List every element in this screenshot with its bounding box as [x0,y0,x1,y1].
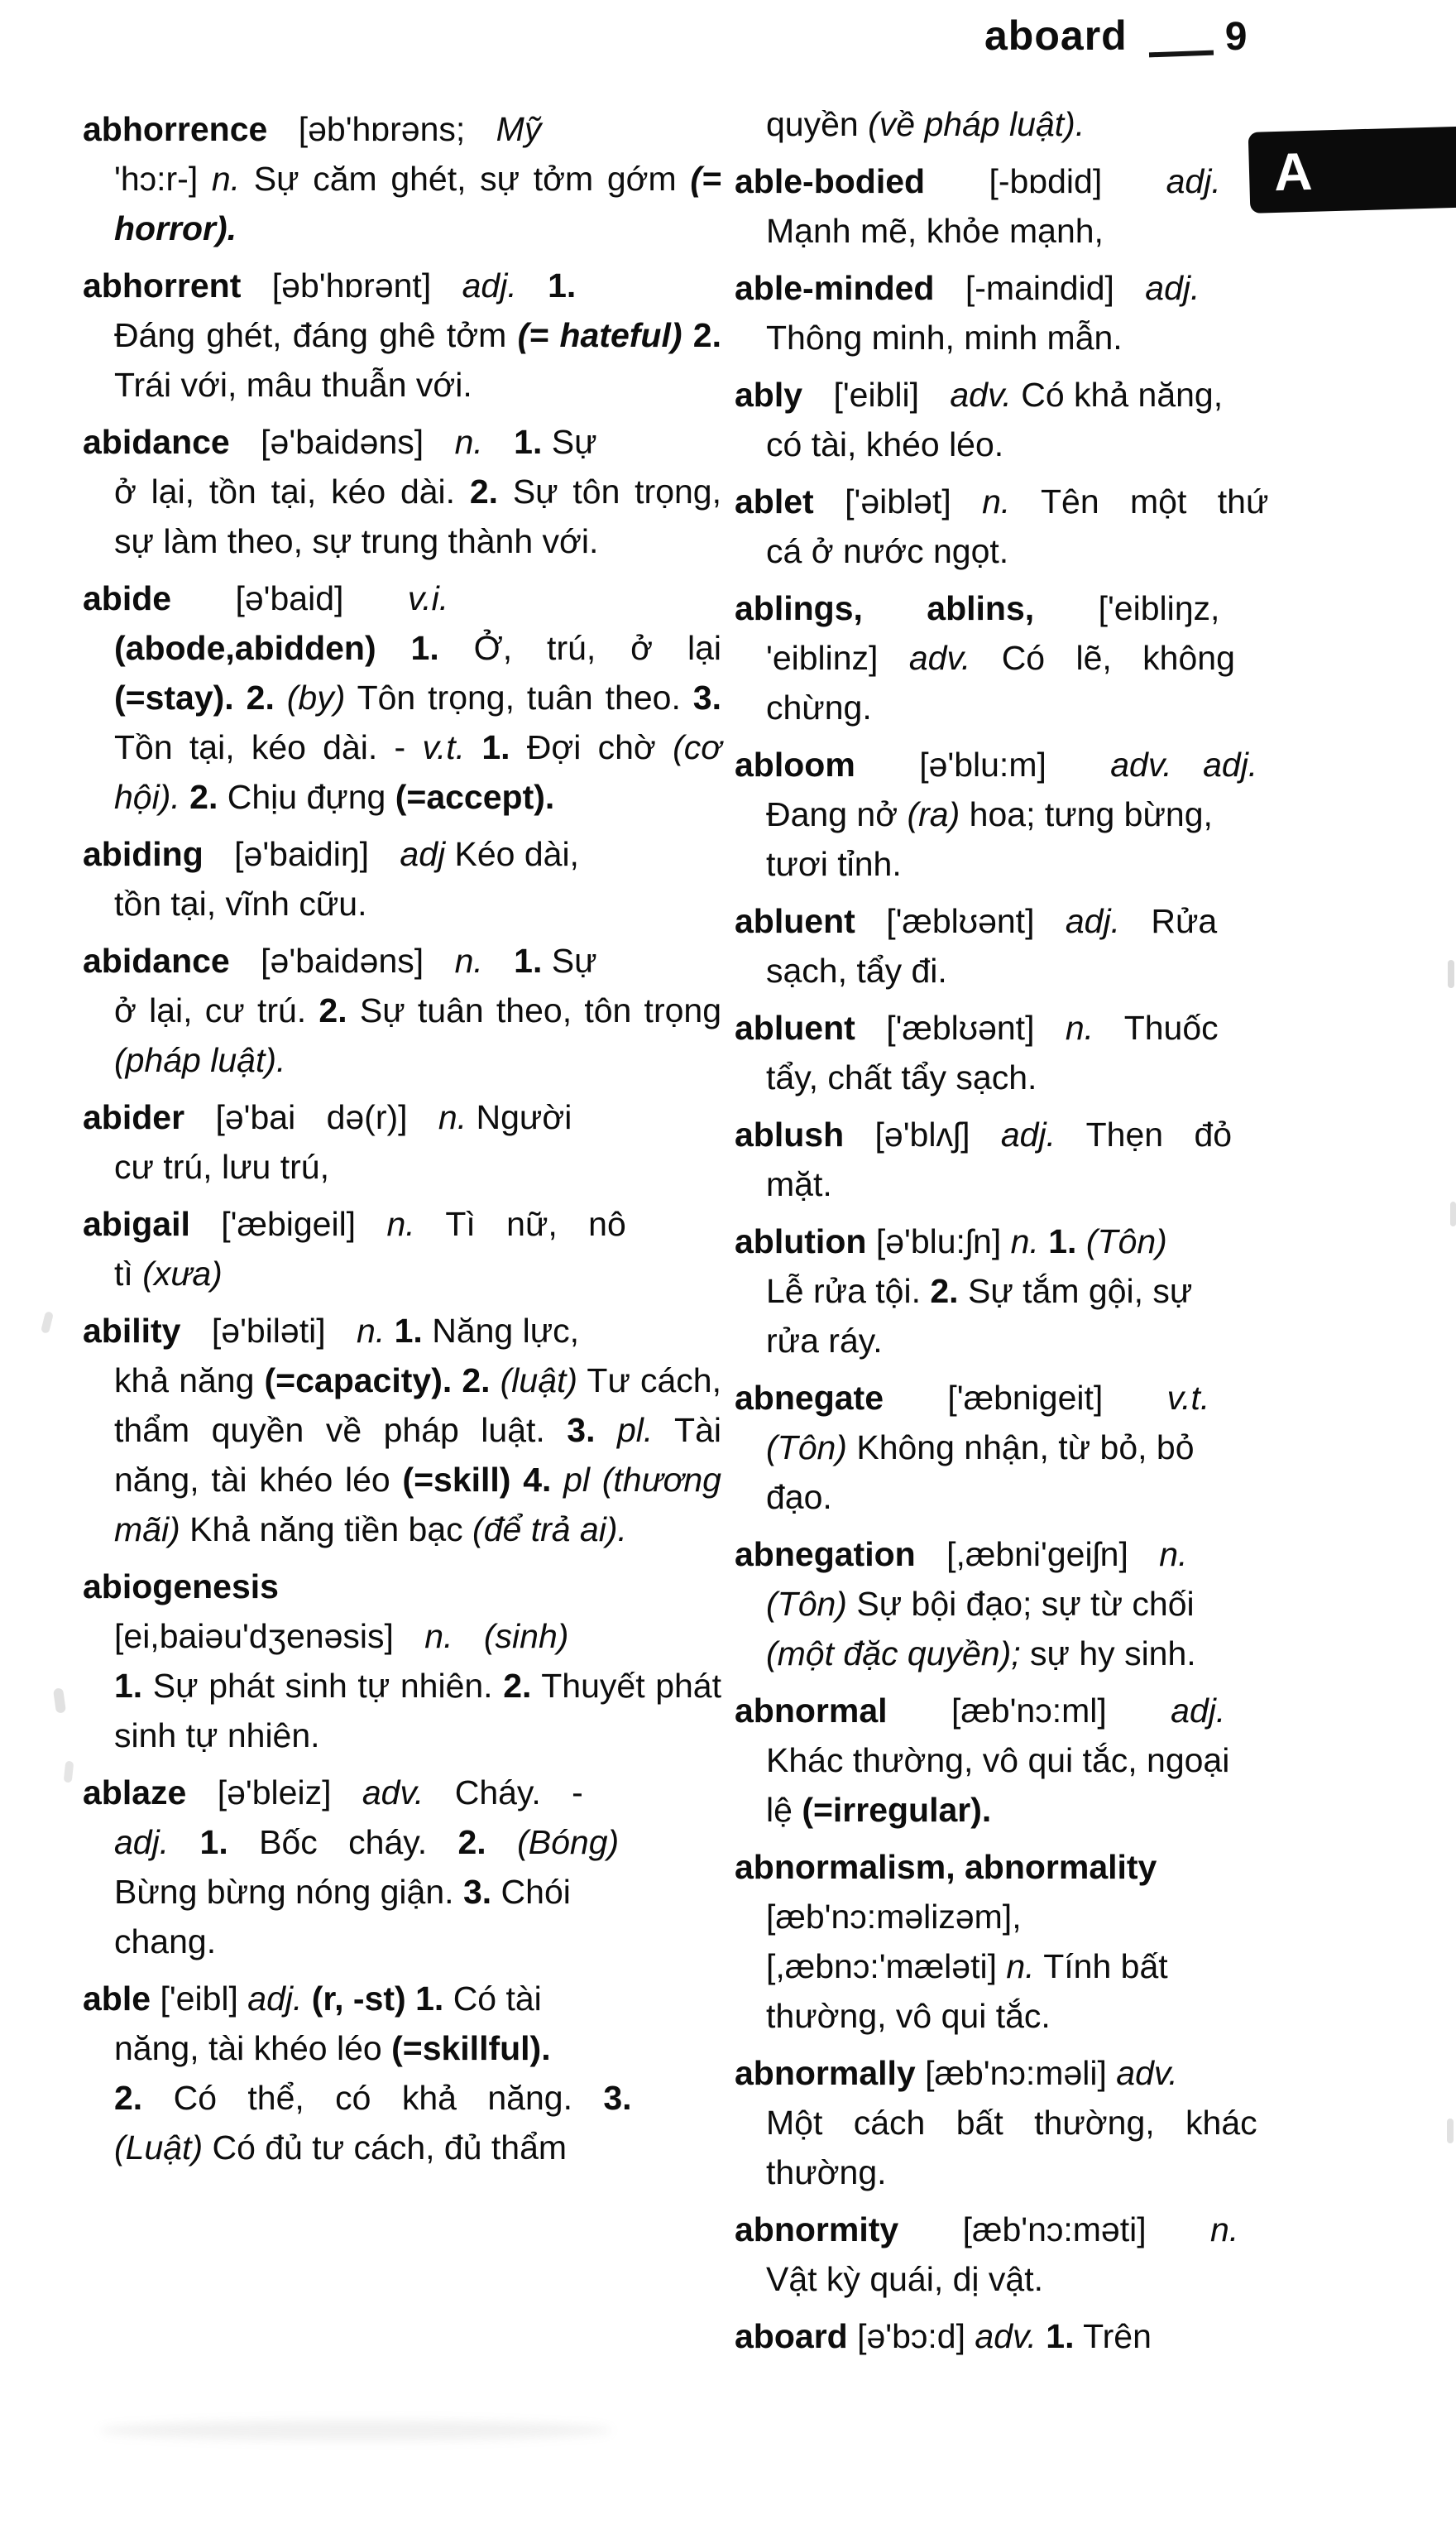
dictionary-entry-abnormalism-abnormality [735,1842,1355,2041]
running-head [984,12,1248,60]
entry-text: (pháp luật). [114,1041,286,1079]
entry-text: Bốc cháy. [228,1823,458,1861]
entry-text: [ə'blʌʃ] [844,1116,1001,1154]
entry-text: [-maindid] [934,269,1146,307]
dictionary-entry-ablet [735,477,1355,576]
dictionary-entry-ablaze [83,1768,721,1966]
dictionary-entry-continuation [735,99,1355,149]
entry-text: mặt. [766,1165,832,1203]
entry-text: pl (thương mãi) [114,1461,721,1548]
entry-text: ['əiblət] [813,482,983,521]
headword: abider [83,1098,185,1136]
entry-text: [əb'hɒrəns; [267,110,496,148]
entry-text: n. [1210,2210,1239,2248]
entry-text: n. [454,942,483,980]
entry-text: (r, -st) [311,1980,406,2018]
entry-text [517,266,548,305]
entry-text: quyền [766,105,869,143]
entry-text: khả năng [114,1361,265,1399]
entry-text: thường. [766,2153,887,2191]
entry-text: adj. [1171,1692,1226,1730]
entry-text: n. [211,160,241,198]
entry-text: (sinh) [483,1617,569,1655]
dictionary-entry-able-bodied [735,156,1355,256]
entry-text: (= hateful) [517,316,682,354]
entry-text: Chói [491,1873,571,1911]
dictionary-entry-abnormal [735,1686,1355,1835]
entry-text: n. [454,423,483,461]
entry-text: n. [1159,1535,1188,1573]
entry-text: Rửa [1119,902,1218,940]
dictionary-entry-abnormally [735,2048,1355,2197]
entry-text: Chịu đựng [218,778,395,816]
scan-artifact [99,2421,612,2440]
entry-text: 2. [318,991,347,1029]
entry-text: 1. [1048,1222,1077,1260]
dictionary-entry-ably [735,370,1355,469]
entry-text: Tính bất [1034,1947,1168,1985]
entry-text: [æb'nɔ:məli] [915,2054,1117,2092]
entry-text: adj. [1145,269,1200,307]
entry-text: n. [1065,1009,1094,1047]
entry-text: năng, tài khéo léo [114,2029,392,2067]
entry-text [180,778,189,816]
left-column [83,104,721,2180]
entry-text: Sự tắm gội, sự [958,1272,1193,1310]
entry-text: Thẹn đỏ [1055,1116,1233,1154]
entry-text: lệ [766,1791,802,1829]
headword: ablaze [83,1773,187,1812]
dictionary-entry-abhorrent [83,261,721,410]
letter-tab-letter: A [1273,141,1314,203]
entry-text: [ə'baidiŋ] [203,835,400,873]
entry-text: Sự tuân theo, tôn trọng [347,991,722,1029]
dictionary-entry-abiogenesis [83,1562,721,1760]
entry-text: n. [982,482,1011,521]
dictionary-entry-abidance [83,936,721,1085]
entry-text: Khả năng tiền bạc [180,1510,473,1548]
entry-text: v.i. [407,579,449,617]
headword: abnormally [735,2054,916,2092]
entry-text: Một cách bất thường, khác [766,2104,1257,2142]
entry-text: 1. [514,423,543,461]
entry-text: adv. [908,639,971,677]
headword: ability [83,1312,181,1350]
entry-text: adv. adj. [1110,746,1258,784]
entry-text: ['æbnigeit] [884,1379,1167,1417]
entry-text: Ở, trú, ở lại [438,629,721,667]
entry-text: Kéo dài, [445,835,579,873]
entry-text: 'eiblinz] [766,639,909,677]
entry-text: adv. [362,1773,424,1812]
entry-text: [ə'baid] [171,579,408,617]
dictionary-entry-able [83,1974,721,2172]
headword: abigail [83,1205,190,1243]
entry-text: Sự bội đạo; sự từ chối [846,1585,1195,1623]
entry-text [595,1411,616,1449]
dictionary-entry-able-minded [735,263,1355,362]
entry-text: Có khả năng, [1011,376,1224,414]
entry-text: adv. [950,376,1012,414]
entry-text: chang. [114,1922,217,1960]
entry-text: Có thể, có khả năng. [142,2079,604,2117]
entry-text: 1. [548,266,577,305]
scan-artifact [1447,2119,1454,2143]
entry-text: có tài, khéo léo. [766,425,1004,463]
entry-text: Sự căm ghét, sự tởm gớm [240,160,691,198]
entry-text: 3. [603,2079,632,2117]
entry-text: 2. [114,2079,143,2117]
entry-text [483,942,514,980]
entry-text: n. [357,1312,386,1350]
entry-text: (=irregular). [802,1791,992,1829]
headword: ablush [735,1116,845,1154]
entry-text [376,629,411,667]
headword: abnormity [735,2210,899,2248]
entry-text: cá ở nước ngọt. [766,532,1009,570]
right-column [735,99,1355,2368]
entry-text: [ə'baidəns] [229,423,455,461]
entry-text: (về pháp luật). [868,105,1085,143]
entry-text: Sự [542,423,597,461]
headword: ablet [735,482,814,521]
headword: able-bodied [735,162,926,200]
entry-text: adj. [1166,162,1221,200]
entry-text [406,1980,415,2018]
entry-text: [ei,baiəu'dʒenəsis] [114,1617,425,1655]
dictionary-entry-abigail [83,1199,721,1298]
entry-text: 2. [503,1667,532,1705]
entry-text: Sự phát sinh tự nhiên. [142,1667,504,1705]
entry-text: Thông minh, minh mẫn. [766,319,1123,357]
entry-text: (xưa) [142,1255,223,1293]
entry-text: adj. [1065,902,1120,940]
entry-text: n. [386,1205,415,1243]
entry-text: 4. [523,1461,552,1499]
entry-text: 1. [199,1823,228,1861]
dictionary-entry-ablush [735,1110,1355,1209]
dictionary-entry-abnegate [735,1373,1355,1522]
entry-text: Trái với, mâu thuẫn với. [114,366,472,404]
entry-text: Bừng bừng nóng giận. [114,1873,463,1911]
entry-text: adv. [1116,2054,1178,2092]
entry-text: [ə'blu:m] [855,746,1111,784]
entry-text: [ə'baidəns] [229,942,455,980]
entry-text: v.t. [1166,1379,1210,1417]
entry-text: (luật) [500,1361,578,1399]
entry-text: ['æbigeil] [189,1205,387,1243]
entry-text: cư trú, lưu trú, [114,1148,329,1186]
entry-text: 'hɔ:r-] [114,160,212,198]
entry-text: Tư cách, thẩm quyền về pháp luật. [114,1361,721,1449]
entry-text: 1. [514,942,543,980]
entry-text: [æb'nɔ:ml] [887,1692,1171,1730]
entry-text: (để trả ai). [472,1510,627,1548]
entry-text [682,316,693,354]
entry-text: (một đặc quyền); [766,1634,1021,1672]
entry-text: 1. [394,1312,423,1350]
entry-text: thường, vô qui tắc. [766,1997,1051,2035]
entry-text [275,679,287,717]
entry-text: ['æblʊənt] [855,902,1066,940]
headword: abide [83,579,172,617]
entry-text: n. [438,1098,467,1136]
entry-text: n. [424,1617,453,1655]
headword: abnormal [735,1692,888,1730]
entry-text [302,1980,311,2018]
dictionary-entry-ablings-ablins [735,583,1355,732]
entry-text [510,1461,523,1499]
entry-text: adj. [247,1980,303,2018]
entry-text: [æb'nɔ:məti] [898,2210,1211,2248]
dictionary-entry-abnormity [735,2205,1355,2304]
entry-text: (Bóng) [517,1823,620,1861]
entry-text: [,æbnɔ:'mæləti] [766,1947,1007,1985]
headword: abidance [83,942,230,980]
scan-artifact [41,1311,54,1334]
entry-text: Lễ rửa tội. [766,1272,931,1310]
entry-text: [æb'nɔ:məlizəm], [766,1898,1022,1936]
dictionary-entry-abiding [83,829,721,929]
entry-text: 3. [692,679,721,717]
entry-text: Khác thường, vô qui tắc, ngoại [766,1741,1230,1779]
entry-text: Thuyết phát sinh tự nhiên. [114,1667,721,1754]
entry-text: Mỹ [496,110,542,148]
scan-artifact [64,1761,74,1783]
dictionary-entry-aboard [735,2311,1355,2361]
entry-text: (abode,abidden) [114,629,376,667]
entry-text: 1. [114,1667,143,1705]
entry-text: 2. [462,1361,491,1399]
entry-text: Có lẽ, không [970,639,1235,677]
entry-text: ['eibliŋz, [1098,589,1220,627]
entry-text: [ə'blu:ʃn] [866,1222,1011,1260]
entry-text: [ə'bai də(r)] [184,1098,438,1136]
entry-text: 2. [469,473,499,511]
entry-text [1039,1222,1048,1260]
entry-text: Có đủ tư cách, đủ thẩm [203,2128,568,2167]
page-number: 9 [1224,15,1248,59]
entry-text: [ə'bɔ:d] [847,2317,975,2355]
entry-text: sự hy sinh. [1020,1634,1196,1672]
headword: ablings, ablins, [735,589,1099,627]
entry-text: 2. [189,778,218,816]
entry-text: Tên một thứ [1010,482,1269,521]
entry-text: Vật kỳ quái, dị vật. [766,2260,1044,2298]
entry-text: Sự tôn trọng, sự làm theo, sự trung thành với. [114,473,721,560]
headword: abluent [735,902,855,940]
entry-text: (cơ hội). [114,728,721,816]
dictionary-entry-abluent [735,896,1355,996]
entry-text: ['eibli] [802,376,951,414]
entry-text [453,1617,483,1655]
entry-text: Đang nở [766,795,908,833]
entry-text: (Luật) [114,2128,204,2167]
entry-text: adj. [1000,1116,1056,1154]
headword: abiding [83,835,204,873]
entry-text: adj [400,835,446,873]
entry-text: Sự [542,942,597,980]
dictionary-entry-abhorrence [83,104,721,253]
scan-artifact [53,1687,66,1713]
entry-text: chừng. [766,689,872,727]
entry-text: v.t. [422,728,466,766]
entry-text [483,423,514,461]
entry-text: đạo. [766,1478,832,1516]
dictionary-entry-abidance [83,417,721,566]
dictionary-entry-abider [83,1092,721,1192]
entry-text [551,1461,563,1499]
entry-text: Mạnh mẽ, khỏe mạnh, [766,212,1104,250]
entry-text [1037,2317,1046,2355]
entry-text [486,1823,517,1861]
entry-text: (= horror). [114,160,721,247]
entry-text: [əb'hɒrənt] [241,266,462,305]
entry-text [452,1361,462,1399]
headword: abhorrent [83,266,242,305]
entry-text: n. [1006,1947,1035,1985]
dictionary-entry-abide [83,573,721,822]
entry-text: rửa ráy. [766,1322,883,1360]
headword: abiogenesis [83,1567,279,1605]
entry-text: n. [1010,1222,1039,1260]
entry-text: Có tài [443,1980,542,2018]
entry-text: tồn tại, vĩnh cữu. [114,885,367,923]
headword: abnegation [735,1535,916,1573]
entry-text: ['æblʊənt] [855,1009,1066,1047]
entry-text: [ə'biləti] [180,1312,357,1350]
entry-text: Tôn trọng, tuân theo. [345,679,693,717]
headword: abluent [735,1009,855,1047]
entry-text [491,1361,500,1399]
entry-text: 3. [567,1411,596,1449]
entry-text: (=capacity). [264,1361,453,1399]
headword: abnormalism, abnormality [735,1848,1157,1886]
entry-text: tươi tỉnh. [766,845,902,883]
entry-text: Tồn tại, kéo dài. - [114,728,423,766]
entry-text: [-bɒdid] [925,162,1166,200]
running-head-word: aboard [984,12,1128,59]
entry-text: Cháy. - [424,1773,583,1812]
entry-text [1076,1222,1085,1260]
entry-text: ở lại, cư trú. [114,991,319,1029]
entry-text: sạch, tẩy đi. [766,952,947,990]
entry-text: (=skillful). [391,2029,551,2067]
headword: able [83,1980,151,2018]
entry-text: 1. [481,728,510,766]
entry-text: ['eibl] [151,1980,248,2018]
entry-text: adj. [114,1823,170,1861]
headword: ablution [735,1222,867,1260]
entry-text [234,679,247,717]
entry-text: 1. [415,1980,444,2018]
entry-text: Trên [1074,2317,1152,2355]
headword: ably [735,376,803,414]
entry-text: (by) [286,679,346,717]
entry-text: [,æbni'geiʃn] [915,1535,1160,1573]
entry-text: adv. [975,2317,1037,2355]
dictionary-entry-abnegation [735,1529,1355,1678]
entry-text: pl. [616,1411,654,1449]
headword: abnegate [735,1379,884,1417]
entry-text: (=stay). [114,679,234,717]
headword: abidance [83,423,230,461]
dictionary-entry-ability [83,1306,721,1554]
dictionary-entry-abluent [735,1003,1355,1102]
running-head-underscore [1149,50,1214,58]
entry-text: 2. [246,679,275,717]
entry-text: Tài năng, tài khéo léo [114,1411,721,1499]
entry-text [465,728,481,766]
entry-text: Thuốc [1094,1009,1219,1047]
entry-text [385,1312,394,1350]
scan-artifact [1450,1202,1456,1226]
entry-text: 1. [1046,2317,1075,2355]
entry-text: (=skill) [402,1461,511,1499]
entry-text: tì [114,1255,143,1293]
entry-text: [ə'bleiz] [186,1773,362,1812]
entry-text: (Tôn) [766,1428,847,1466]
entry-text: (=accept). [395,778,555,816]
entry-text: ở lại, tồn tại, kéo dài. [114,473,470,511]
entry-text: Đáng ghét, đáng ghê tởm [114,316,518,354]
entry-text: hoa; tưng bừng, [960,795,1213,833]
entry-text: (Tôn) [766,1585,847,1623]
headword: aboard [735,2317,848,2355]
entry-text: tẩy, chất tẩy sạch. [766,1058,1037,1097]
entry-text: 2. [692,316,721,354]
entry-text: 2. [457,1823,486,1861]
headword: abloom [735,746,855,784]
entry-text: Tì nữ, nô [414,1205,626,1243]
entry-text [169,1823,199,1861]
entry-text: adj. [462,266,517,305]
entry-text: (ra) [907,795,960,833]
headword: able-minded [735,269,935,307]
headword: abhorrence [83,110,268,148]
scan-artifact [1448,960,1454,988]
entry-text: (Tôn) [1085,1222,1167,1260]
entry-text: 3. [462,1873,492,1911]
entry-text: 2. [930,1272,959,1310]
entry-text: Người [467,1098,572,1136]
entry-text: Không nhận, từ bỏ, bỏ [846,1428,1195,1466]
entry-text: Năng lực, [422,1312,580,1350]
dictionary-entry-ablution [735,1217,1355,1365]
dictionary-entry-abloom [735,740,1355,889]
entry-text: 1. [410,629,439,667]
entry-text: Đợi chờ [510,728,673,766]
